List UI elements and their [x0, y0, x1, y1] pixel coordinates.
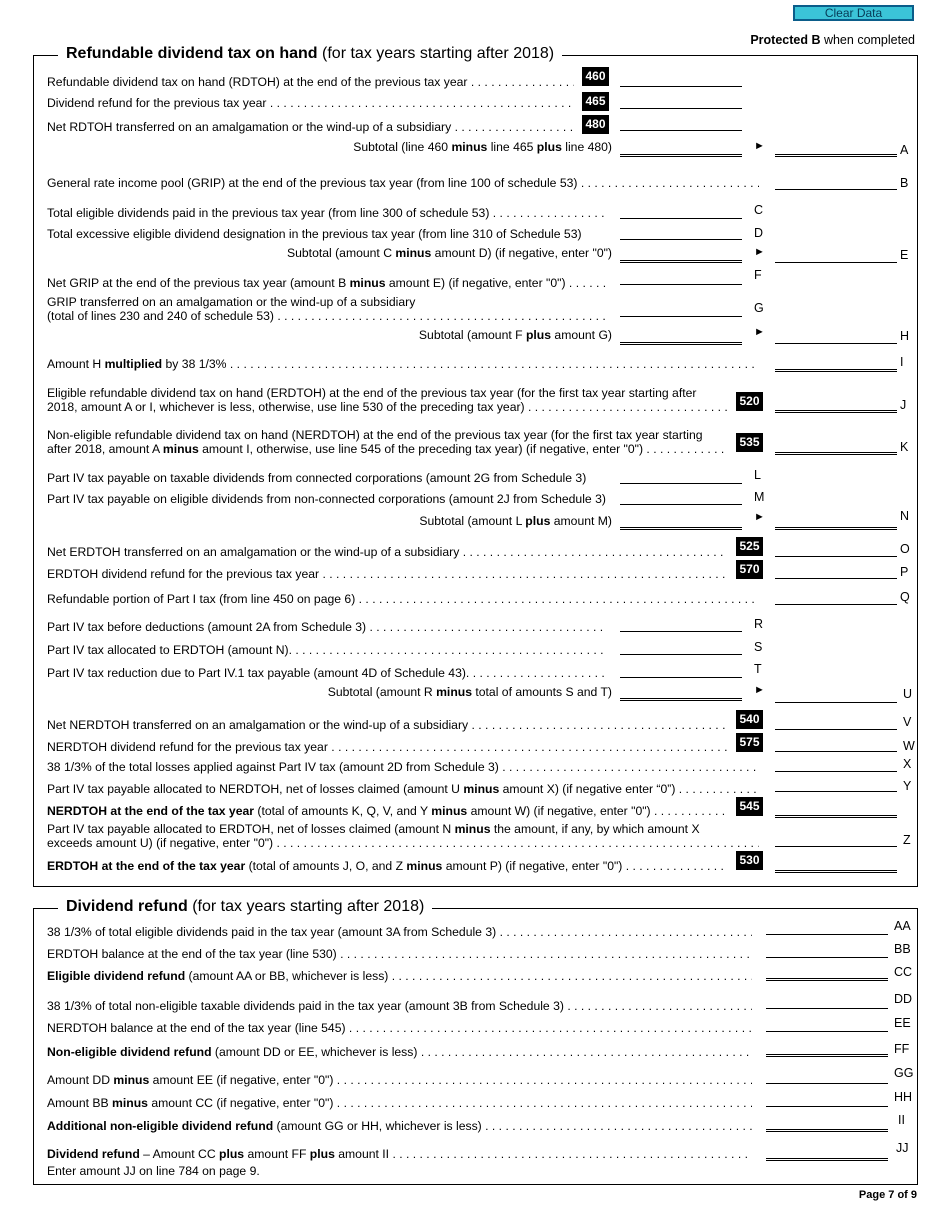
letter-g: G [754, 301, 764, 315]
amount-jj-field[interactable] [766, 1146, 888, 1161]
code-520: 520 [736, 392, 763, 411]
amount-c-label [47, 206, 607, 220]
amount-w-label [47, 740, 727, 754]
amount-g-field[interactable] [620, 304, 742, 317]
letter-s: S [754, 640, 763, 654]
c-text: Total eligible dividends paid in the previous tax year (from line 300 of schedule 53) [47, 206, 490, 220]
amount-o-label [47, 545, 727, 559]
amount-d-field[interactable] [620, 227, 742, 240]
subU-t0: Subtotal (amount R [327, 685, 437, 699]
code-545: 545 [736, 797, 763, 816]
amount-bb-field[interactable] [766, 945, 888, 958]
amount-ee-label [47, 1021, 752, 1035]
letter-cc: CC [894, 965, 913, 979]
line-480-text: Net RDTOH transferred on an amalgamation or the wind-up of a subsidiary [47, 120, 452, 134]
line-465-field[interactable] [620, 96, 742, 109]
gg-t2: amount EE (if negative, enter "0") [149, 1073, 334, 1087]
line-460-field[interactable] [620, 74, 742, 87]
letter-d: D [754, 226, 764, 240]
subE-t2: amount D) (if negative, enter "0") [431, 246, 612, 260]
amount-aa-field[interactable] [766, 922, 888, 935]
jj-t4: plus [309, 1147, 335, 1161]
dividend-refund-title-bold: Dividend refund [66, 898, 188, 915]
letter-l: L [754, 468, 761, 482]
jj-t0: Dividend refund [47, 1147, 140, 1161]
subtotal-h-label [419, 328, 612, 342]
subN-t0: Subtotal (amount L [419, 514, 526, 528]
letter-u: U [903, 687, 913, 701]
amount-ff-label [47, 1045, 752, 1059]
dividend-refund-top-right [424, 908, 918, 909]
amount-hh-field[interactable] [766, 1094, 888, 1107]
subtotal-n-label [419, 514, 612, 528]
amount-q-label [47, 592, 759, 606]
arrow-icon: ► [754, 140, 765, 152]
rdtoh-section-top-left [33, 55, 58, 56]
l545-t3: amount W) (if negative, enter "0") [467, 804, 651, 818]
amount-g-label-2 [47, 309, 607, 323]
l530-t0: ERDTOH at the end of the tax year [47, 859, 246, 873]
rdtoh-title-rest: (for tax years starting after 2018) [317, 45, 555, 62]
r-text: Part IV tax before deductions (amount 2A from Schedule 3) [47, 620, 367, 634]
letter-gg: GG [894, 1066, 914, 1080]
amount-r-field[interactable] [620, 619, 742, 632]
letter-dd: DD [894, 992, 913, 1006]
code-530: 530 [736, 851, 763, 870]
subtotal-n-left-field[interactable] [620, 515, 742, 530]
jj-t5: amount II [334, 1147, 390, 1161]
k2-t0: after 2018, amount A [47, 442, 163, 456]
f-t2: amount E) (if negative, enter "0") [385, 276, 566, 290]
l530-t1: (total of amounts J, O, and Z [245, 859, 407, 873]
amount-t-label [47, 666, 607, 680]
f-t0: Net GRIP at the end of the previous tax year (amount B [47, 276, 350, 290]
i-t1: multiplied [104, 357, 163, 371]
code-535: 535 [736, 433, 763, 452]
amount-ff-field[interactable] [766, 1042, 888, 1057]
amount-y-label [47, 782, 759, 796]
letter-x: X [903, 757, 912, 771]
l530-t3: amount P) (if negative, enter "0") [442, 859, 623, 873]
amount-p-field[interactable] [775, 566, 897, 579]
subA-t4: line 480) [561, 140, 612, 154]
l545-t0: NERDTOH at the end of the tax year [47, 804, 255, 818]
ff-t1: (amount DD or EE, whichever is less) [211, 1045, 418, 1059]
w-text: NERDTOH dividend refund for the previous tax year [47, 740, 328, 754]
amount-d-label: Total excessive eligible dividend designation in the previous tax year (from line 310 of Schedule 53) [47, 227, 582, 241]
subU-t1: minus [436, 685, 472, 699]
subH-t2: amount G) [551, 328, 612, 342]
subH-t0: Subtotal (amount F [418, 328, 526, 342]
ff-t0: Non-eligible dividend refund [47, 1045, 212, 1059]
aa-text: 38 1/3% of total eligible dividends paid in the tax year (amount 3A from Schedule 3) [47, 925, 497, 939]
code-570: 570 [736, 560, 763, 579]
letter-v: V [903, 715, 912, 729]
k2-t1: minus [162, 442, 199, 456]
line-465-label [47, 96, 574, 110]
p-text: ERDTOH dividend refund for the previous tax year [47, 567, 320, 581]
dividend-refund-title-rest: (for tax years starting after 2018) [187, 898, 425, 915]
amount-j-label-1: Eligible refundable dividend tax on hand (ERDTOH) at the end of the previous tax year (for the first tax year starting after [47, 386, 697, 400]
hh-t0: Amount BB [47, 1096, 113, 1110]
code-575: 575 [736, 733, 763, 752]
amount-s-field[interactable] [620, 642, 742, 655]
amount-jj-label [47, 1147, 752, 1161]
code-465: 465 [582, 92, 609, 111]
letter-m: M [754, 490, 765, 504]
amount-m-label: Part IV tax payable on eligible dividends from non-connected corporations (amount 2J from Schedule 3) [47, 492, 606, 506]
letter-w: W [903, 739, 915, 753]
amount-w-field[interactable] [775, 739, 897, 752]
bb-text: ERDTOH balance at the end of the tax year (line 530) [47, 947, 337, 961]
line-530-field[interactable] [775, 858, 897, 873]
letter-hh: HH [894, 1090, 913, 1104]
subtotal-h-left-field[interactable] [620, 330, 742, 345]
amount-m-field[interactable] [620, 492, 742, 505]
amount-x-label [47, 760, 759, 774]
subA-t3: plus [536, 140, 562, 154]
amount-o-field[interactable] [775, 544, 897, 557]
arrow-icon: ► [754, 511, 765, 523]
z1-t1: minus [454, 822, 491, 836]
amount-ee-field[interactable] [766, 1019, 888, 1032]
arrow-icon: ► [754, 246, 765, 258]
gg-t1: minus [113, 1073, 150, 1087]
subtotal-e-left-field[interactable] [620, 248, 742, 263]
gg-t0: Amount DD [47, 1073, 114, 1087]
z2-text: exceeds amount U) (if negative, enter "0") [47, 836, 274, 850]
amount-hh-label [47, 1096, 752, 1110]
letter-k: K [900, 440, 909, 454]
amount-l-label: Part IV tax payable on taxable dividends from connected corporations (amount 2G from Schedule 3) [47, 471, 587, 485]
dividend-refund-title [58, 898, 432, 916]
amount-z-label-1 [47, 822, 700, 836]
amount-dd-label [47, 999, 752, 1013]
letter-p: P [900, 565, 909, 579]
subE-t0: Subtotal (amount C [287, 246, 396, 260]
z1-t2: the amount, if any, by which amount X [490, 822, 700, 836]
letter-e: E [900, 248, 909, 262]
ii-t1: (amount GG or HH, whichever is less) [273, 1119, 482, 1133]
subH-t1: plus [525, 328, 552, 342]
letter-f: F [754, 268, 762, 282]
subtotal-e-label [287, 246, 612, 260]
jj-t1: – Amount CC [139, 1147, 220, 1161]
amount-j-label-2 [47, 400, 727, 414]
l545-t2: minus [431, 804, 468, 818]
letter-b: B [900, 176, 909, 190]
j2-text: 2018, amount A or I, whichever is less, otherwise, use line 530 of the preceding tax year) [47, 400, 525, 414]
y-t2: amount X) (if negative enter “0”) [499, 782, 676, 796]
letter-t: T [754, 662, 762, 676]
letter-ee: EE [894, 1016, 911, 1030]
y-t0: Part IV tax payable allocated to NERDTOH, net of losses claimed (amount U [47, 782, 464, 796]
letter-ff: FF [894, 1042, 910, 1056]
amount-k-label-1: Non-eligible refundable dividend tax on hand (NERDTOH) at the end of the previous tax year (for the first tax year starting [47, 428, 703, 442]
q-text: Refundable portion of Part I tax (from line 450 on page 6) [47, 592, 356, 606]
letter-z: Z [903, 833, 911, 847]
subtotal-a-left-field[interactable] [620, 142, 742, 157]
jj-t3: amount FF [244, 1147, 310, 1161]
code-540: 540 [736, 710, 763, 729]
amount-i-label [47, 357, 759, 371]
line-545-field[interactable] [775, 803, 897, 818]
protected-bold: Protected B [750, 33, 821, 47]
line-480-label [47, 120, 574, 134]
amount-r-label [47, 620, 607, 634]
l545-t1: (total of amounts K, Q, V, and Y [254, 804, 432, 818]
letter-c: C [754, 203, 764, 217]
amount-dd-field[interactable] [766, 996, 888, 1009]
letter-r: R [754, 617, 764, 631]
b-text: General rate income pool (GRIP) at the end of the previous tax year (from line 100 of schedule 53) [47, 176, 578, 190]
o-text: Net ERDTOH transferred on an amalgamation or the wind-up of a subsidiary [47, 545, 460, 559]
letter-aa: AA [894, 919, 911, 933]
letter-i: I [900, 355, 904, 369]
amount-i-field[interactable] [775, 357, 897, 372]
jj-t2: plus [219, 1147, 245, 1161]
v-text: Net NERDTOH transferred on an amalgamation or the wind-up of a subsidiary [47, 718, 469, 732]
amount-e-field[interactable] [775, 250, 897, 263]
t-text: Part IV tax reduction due to Part IV.1 tax payable (amount 4D of Schedule 43). [47, 666, 470, 680]
i-t0: Amount H [47, 357, 105, 371]
amount-ii-label [47, 1119, 752, 1133]
amount-k-label-2 [47, 442, 727, 456]
line-545-label [47, 804, 727, 818]
amount-u-field[interactable] [775, 690, 897, 703]
ee-text: NERDTOH balance at the end of the tax year (line 545) [47, 1021, 346, 1035]
subA-t2: line 465 [487, 140, 537, 154]
subN-t2: amount M) [550, 514, 612, 528]
amount-j-field[interactable] [775, 398, 897, 413]
page-number: Page 7 of 9 [858, 1189, 917, 1201]
amount-jj-instruction: Enter amount JJ on line 784 on page 9. [47, 1164, 260, 1178]
amount-ii-field[interactable] [766, 1117, 888, 1132]
amount-gg-label [47, 1073, 752, 1087]
subA-t0: Subtotal (line 460 [353, 140, 452, 154]
rdtoh-title-bold: Refundable dividend tax on hand [66, 45, 318, 62]
l530-t2: minus [406, 859, 443, 873]
code-460: 460 [582, 67, 609, 86]
subE-t1: minus [395, 246, 432, 260]
amount-a-field[interactable] [775, 142, 897, 157]
i-t2: by 38 1/3% [162, 357, 227, 371]
amount-b-label [47, 176, 759, 190]
amount-z-field[interactable] [775, 834, 897, 847]
amount-f-label [47, 276, 607, 290]
subtotal-u-left-field[interactable] [620, 686, 742, 701]
subU-t2: total of amounts S and T) [471, 685, 612, 699]
ii-t0: Additional non-eligible dividend refund [47, 1119, 274, 1133]
amount-x-field[interactable] [775, 759, 897, 772]
amount-t-field[interactable] [620, 665, 742, 678]
code-525: 525 [736, 537, 763, 556]
letter-o: O [900, 542, 910, 556]
amount-cc-label [47, 969, 752, 983]
amount-h-field[interactable] [775, 331, 897, 344]
amount-y-field[interactable] [775, 779, 897, 792]
letter-j: J [900, 398, 907, 412]
hh-t1: minus [112, 1096, 148, 1110]
k2-t2: amount I, otherwise, use line 545 of the preceding tax year) (if negative, enter "0") [198, 442, 644, 456]
amount-f-field[interactable] [620, 272, 742, 285]
amount-cc-field[interactable] [766, 966, 888, 981]
subtotal-u-label [328, 685, 612, 699]
amount-v-field[interactable] [775, 717, 897, 730]
line-460-text: Refundable dividend tax on hand (RDTOH) at the end of the previous tax year [47, 75, 468, 89]
amount-l-field[interactable] [620, 471, 742, 484]
subtotal-a-label [353, 140, 612, 154]
amount-bb-label [47, 947, 752, 961]
clear-data-button[interactable]: Clear Data [793, 5, 914, 21]
code-480: 480 [582, 115, 609, 134]
amount-k-field[interactable] [775, 440, 897, 455]
f-t1: minus [349, 276, 386, 290]
line-465-text: Dividend refund for the previous tax year [47, 96, 267, 110]
dd-text: 38 1/3% of total non-eligible taxable dividends paid in the tax year (amount 3B from Schedule 3) [47, 999, 564, 1013]
x-text: 38 1/3% of the total losses applied against Part IV tax (amount 2D from Schedule 3) [47, 760, 499, 774]
z1-t0: Part IV tax payable allocated to ERDTOH, net of losses claimed (amount N [47, 822, 455, 836]
subN-t1: plus [525, 514, 551, 528]
protected-b-notice [750, 33, 915, 47]
g2-text: (total of lines 230 and 240 of schedule 53) [47, 309, 274, 323]
amount-p-label [47, 567, 727, 581]
amount-v-label [47, 718, 727, 732]
cc-t1: (amount AA or BB, whichever is less) [185, 969, 389, 983]
protected-rest: when completed [820, 33, 915, 47]
letter-a: A [900, 143, 909, 157]
y-t1: minus [463, 782, 500, 796]
amount-gg-field[interactable] [766, 1071, 888, 1084]
amount-s-label [47, 643, 607, 657]
cc-t0: Eligible dividend refund [47, 969, 186, 983]
arrow-icon: ► [754, 326, 765, 338]
letter-bb: BB [894, 942, 911, 956]
amount-q-field[interactable] [775, 592, 897, 605]
line-530-label [47, 859, 727, 873]
amount-b-field[interactable] [775, 177, 897, 190]
line-460-label [47, 75, 574, 89]
s-text: Part IV tax allocated to ERDTOH (amount N). [47, 643, 292, 657]
amount-n-field[interactable] [775, 515, 897, 530]
amount-aa-label [47, 925, 752, 939]
rdtoh-section-title [58, 45, 562, 63]
arrow-icon: ► [754, 684, 765, 696]
dividend-refund-top-left [33, 908, 58, 909]
line-480-field[interactable] [620, 118, 742, 131]
letter-y: Y [903, 779, 912, 793]
letter-ii: II [898, 1113, 905, 1127]
subA-t1: minus [451, 140, 488, 154]
amount-z-label-2 [47, 836, 759, 850]
letter-n: N [900, 509, 910, 523]
letter-q: Q [900, 590, 910, 604]
letter-jj: JJ [896, 1141, 909, 1155]
amount-g-label-1: GRIP transferred on an amalgamation or the wind-up of a subsidiary [47, 295, 416, 309]
rdtoh-section-top-right [548, 55, 918, 56]
hh-t2: amount CC (if negative, enter "0") [147, 1096, 334, 1110]
letter-h: H [900, 329, 910, 343]
amount-c-field[interactable] [620, 206, 742, 219]
